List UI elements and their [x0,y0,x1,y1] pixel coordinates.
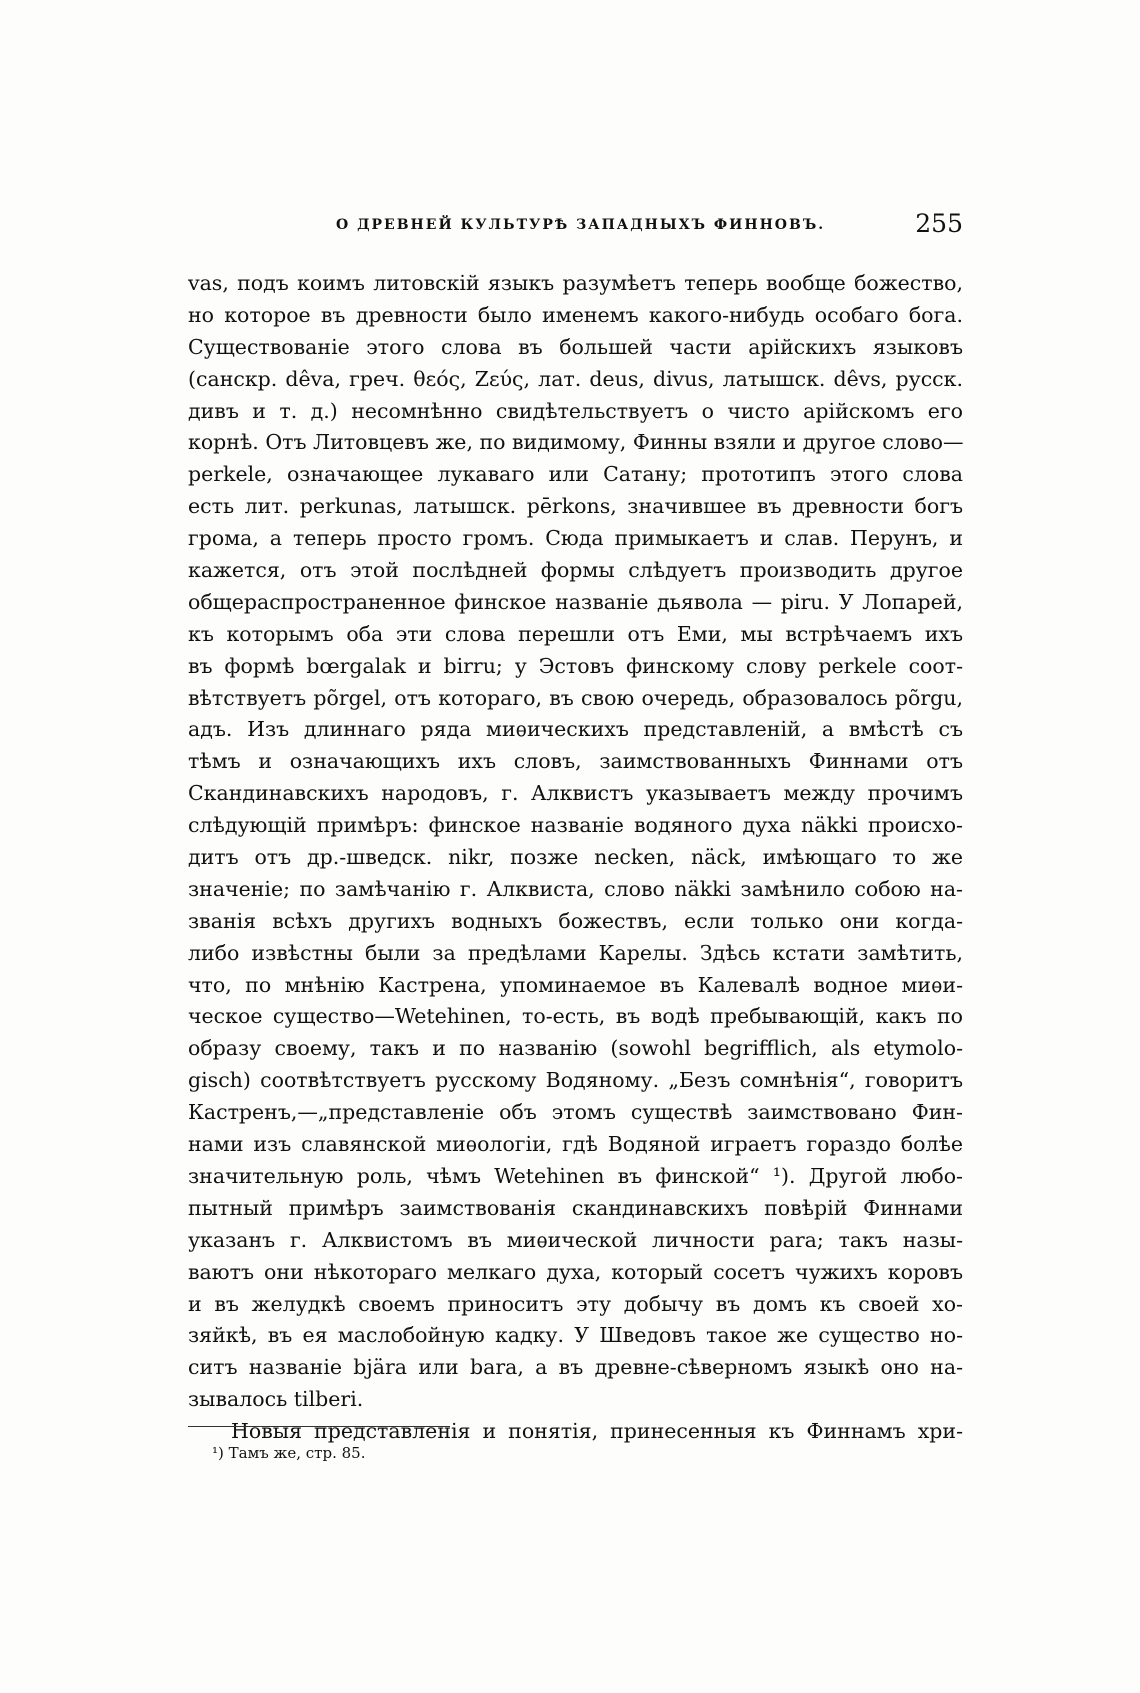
text-line: зывалось tilberi. [188,1387,364,1412]
text-line: gisch) соотвѣтствуетъ русскому Водяному. „Безъ сомнѣнія“, говоритъ [188,1068,963,1093]
text-line: образу своему, такъ и по названію (sowohl begrifflich, als etymolo- [188,1036,963,1061]
footnote-divider [188,1426,450,1427]
text-line: есть лит. perkunas, латышск. pērkons, значившее въ древности богъ [188,494,963,519]
page-header [188,209,963,241]
text-line: званія всѣхъ другихъ водныхъ божествъ, если только они когда- [188,908,963,933]
text-line: кажется, отъ этой послѣдней формы слѣдуетъ производить другое [188,558,963,583]
text-line: значительную роль, чѣмъ Wetehinen въ финской“ ¹). Другой любо- [188,1163,963,1188]
text-line: дитъ отъ др.-шведск. nikr, позже necken, näck, имѣющаго то же [188,845,963,870]
text-line: ситъ названіе bjära или bara, а въ древне-сѣверномъ языкѣ оно на- [188,1355,963,1380]
text-line: (санскр. dêva, греч. θεός, Ζεύς, лат. deus, divus, латышск. dêvs, русск. [188,366,963,391]
body-text [188,268,963,1448]
text-line: грома, а теперь просто громъ. Сюда примыкаетъ и слав. Перунъ, и [188,526,963,551]
page-number: 255 [915,209,963,238]
text-line: корнѣ. Отъ Литовцевъ же, по видимому, Финны взяли и другое слово— [188,430,964,455]
text-line: дивъ и т. д.) несомнѣнно свидѣтельствуетъ о чисто арійскомъ его [188,398,963,423]
text-line: но которое въ древности было именемъ какого-нибудь особаго бога. [188,302,963,327]
text-line: что, по мнѣнію Кастрена, упоминаемое въ Калевалѣ водное миѳи- [188,972,963,997]
text-line: адъ. Изъ длиннаго ряда миѳическихъ представленій, а вмѣстѣ съ [188,717,963,742]
text-line: зяйкѣ, въ ея маслобойную кадку. У Шведовъ такое же существо но- [188,1323,963,1348]
text-line: либо извѣстны были за предѣлами Карелы. Здѣсь кстати замѣтить, [188,940,963,965]
text-line: пытный примѣръ заимствованія скандинавскихъ повѣрій Финнами [188,1195,963,1220]
text-line: Новыя представленія и понятія, принесенныя къ Финнамъ хри- [231,1419,963,1444]
text-line: слѣдующій примѣръ: финское названіе водяного духа näkki происхо- [188,813,963,838]
text-line: нами изъ славянской миѳологіи, гдѣ Водяной играетъ гораздо болѣе [188,1132,963,1157]
text-line: ваютъ они нѣкотораго мелкаго духа, который сосетъ чужихъ коровъ [188,1259,963,1284]
text-line: къ которымъ оба эти слова перешли отъ Еми, мы встрѣчаемъ ихъ [188,621,963,646]
text-line: и въ желудкѣ своемъ приноситъ эту добычу въ домъ къ своей хо- [188,1291,963,1316]
text-line: Существованіе этого слова въ большей части арійскихъ языковъ [188,334,963,359]
text-line: ческое существо—Wetehinen, то-есть, въ водѣ пребывающій, какъ по [188,1004,963,1029]
text-line: Кастренъ,—„представленіе объ этомъ существѣ заимствовано Фин- [188,1100,963,1125]
text-line: въ формѣ bœrgalak и birru; у Эстовъ финскому слову perkele соот- [188,653,963,678]
text-line: vas, подъ коимъ литовскій языкъ разумѣетъ теперь вообще божество, [188,271,963,295]
text-line: perkele, означающее лукаваго или Сатану; прототипъ этого слова [188,462,963,487]
text-line: значеніе; по замѣчанію г. Алквиста, слово näkki замѣнило собою на- [188,876,963,901]
text-line: вѣтствуетъ põrgel, отъ котораго, въ свою очередь, образовалось põrgu, [188,685,963,710]
footnote: ¹) Тамъ же, стр. 85. [212,1444,366,1462]
text-line: общераспространенное финское названіе дьявола — piru. У Лопарей, [188,589,963,614]
text-line: тѣмъ и означающихъ ихъ словъ, заимствованныхъ Финнами отъ [188,749,963,774]
running-title: О ДРЕВНЕЙ КУЛЬТУРѢ ЗАПАДНЫХЪ ФИННОВЪ. [336,217,826,233]
text-line: Скандинавскихъ народовъ, г. Алквистъ указываетъ между прочимъ [188,781,963,806]
text-line: указанъ г. Алквистомъ въ миѳической личности para; такъ назы- [188,1227,963,1252]
